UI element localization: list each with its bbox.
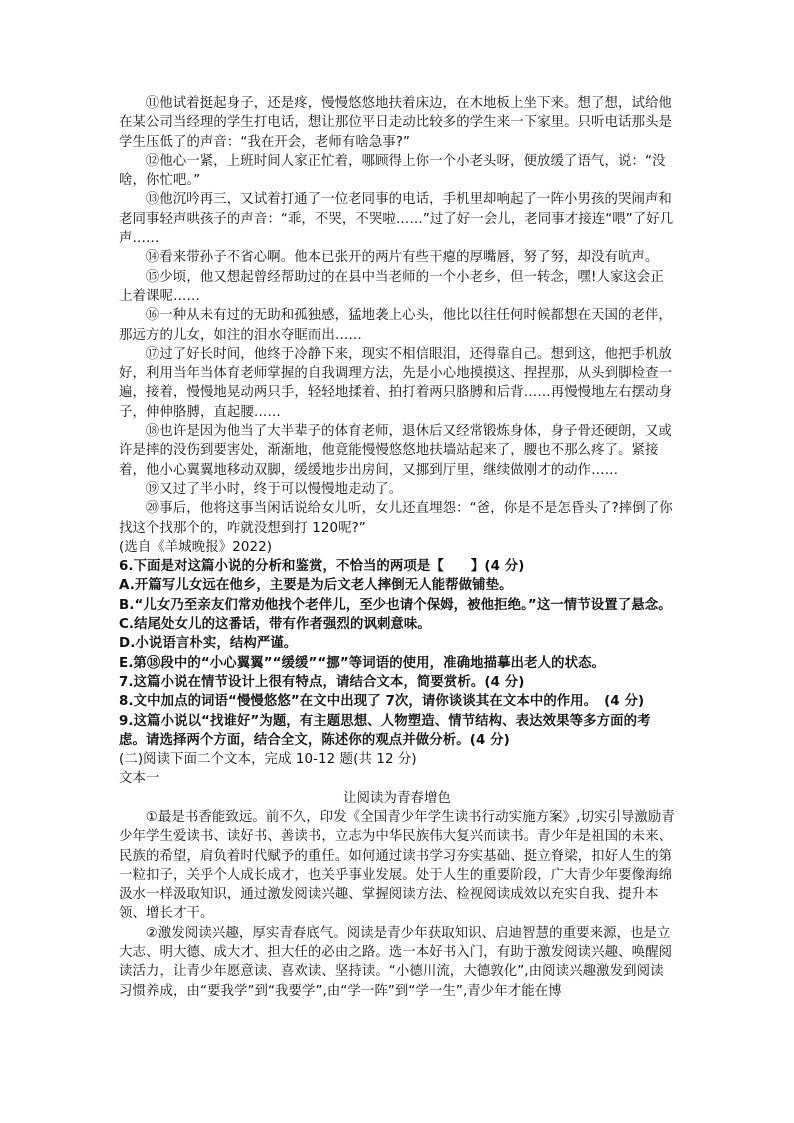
story-paragraph-17: ⑰过了好长时间，他终于冷静下来，现实不相信眼泪，还得靠自己。想到这，他把手机放好，利用当年当体育老师掌握的自我调理方法，先是小心地摸摸这、捏捏那，从头到脚检查一遍，接着，慢慢地晃动两只手，轻轻地揉着、拍打着两只胳膊和后背……再慢慢地左右摆动身子，伸伸胳膊，直起腰…… xyxy=(119,346,673,420)
question-6-option-a: A.开篇写儿女远在他乡，主要是为后文老人摔倒无人能帮做铺垫。 xyxy=(119,578,513,594)
question-6-option-e: E.第⑱段中的“小心翼翼”“缓缓”“挪”等词语的使用，准确地描摹出老人的状态。 xyxy=(119,655,606,671)
story-paragraph-16: ⑯一种从未有过的无助和孤独感，猛地袭上心头，他比以往任何时候都想在天国的老伴，那远方的儿女，如注的泪水夺眶而出…… xyxy=(119,308,672,343)
question-6-option-b: B.“儿女乃至亲友们常劝他找个老伴儿，至少也请个保姆，被他拒绝。”这一情节设置了悬念。 xyxy=(119,597,672,613)
question-6-option-d: D.小说语言朴实，结构严谨。 xyxy=(119,636,298,652)
article-title: 让阅读为青春增色 xyxy=(343,790,451,806)
story-paragraph-15: ⑮少顷，他又想起曾经帮助过的在县中当老师的一个小老乡，但一转念，嘿!人家这会正上着课呢…… xyxy=(119,269,664,304)
document-page xyxy=(119,94,675,1001)
story-paragraph-12: ⑫他心一紧，上班时间人家正忙着，哪顾得上你一个小老头呀，便放缓了语气，说：“没啥，你忙吧。” xyxy=(119,153,666,189)
article-paragraph-2: ②激发阅读兴趣，厚实青春底气。阅读是青少年获取知识、启迪智慧的重要来源，也是立大志、明大德、成大才、担大任的必由之路。选一本好书入门，有助于激发阅读兴趣、唤醒阅读活力，让青少年愿意读、喜欢读、坚持读。“小德川流，大德敦化”,由阅读兴趣激发到阅读习惯养成，由“要我学”到“我要学”,由“学一阵”到“学一生”,青少年才能在博 xyxy=(119,925,673,999)
article-paragraph-1: ①最是书香能致远。前不久，印发《全国青少年学生读书行动实施方案》,切实引导激励青少年学生爱读书、读好书、善读书，立志为中华民族伟大复兴而读书。青少年是祖国的未来、民族的希望，肩负着时代赋予的重任。如何通过读书学习夯实基础、挺立脊梁，扣好人生的第一粒扣子，关乎个人成长成才，也关乎事业发展。处于人生的重要阶段，广大青少年要像海绵汲水一样汲取知识，通过激发阅读兴趣、掌握阅读方法、检视阅读成效以充实自我、提升本领、增长才干。 xyxy=(119,809,675,922)
text-label: 文本一 xyxy=(119,771,160,787)
question-8: 8.文中加点的词语“慢慢悠悠”在文中出现了 7次，请你谈谈其在文本中的作用。 (4 分) xyxy=(119,694,645,710)
question-6-option-c: C.结尾处女儿的这番话，带有作者强烈的讽刺意味。 xyxy=(119,617,431,633)
story-paragraph-20: ⑳事后，他将这事当闲话说给女儿听，女儿还直埋怨：“爸，你是不是怎昏头了?摔倒了你找这个找那个的，咋就没想到打 120呢?” xyxy=(119,501,673,536)
story-paragraph-19: ⑲又过了半小时，终于可以慢慢地走动了。 xyxy=(145,481,403,497)
question-7: 7.这篇小说在情节设计上很有特点，请结合文本，简要赏析。(4 分) xyxy=(119,674,525,690)
story-paragraph-13: ⑬他沉吟再三，又试着打通了一位老同事的电话，手机里却响起了一阵小男孩的哭闹声和老同事轻声哄孩子的声音：“乖，不哭，不哭啦……”过了好一会儿，老同事才接连“喂”了好几声…… xyxy=(119,192,674,247)
story-paragraph-18: ⑱也许是因为他当了大半辈子的体育老师，退休后又经常锻炼身体，身子骨还硬朗，又或许是摔的没伤到要害处，渐渐地，他竟能慢慢悠悠地扶墙站起来了，腰也不那么疼了。紧接着，他小心翼翼地移动双脚，缓缓地步出房间，又挪到厅里，继续做刚才的动作…… xyxy=(119,424,672,478)
question-9: 9.这篇小说以“找谁好”为题，有主题思想、人物塑造、情节结构、表达效果等多方面的考虑。请选择两个方面，结合全文，陈述你的观点并做分析。(4 分) xyxy=(119,713,651,748)
story-source: (选自《羊城晚报》2022) xyxy=(119,539,273,555)
question-6: 6.下面是对这篇小说的分析和鉴赏，不恰当的两项是【 】(4 分) xyxy=(119,559,525,575)
story-paragraph-11: ⑪他试着挺起身子，还是疼，慢慢悠悠地扶着床边，在木地板上坐下来。想了想，试给他在某公司当经理的学生打电话，想让那位平日走动比较多的学生来一下家里。只听电话那头是学生压低了的声音：“我在开会，老师有啥急事?” xyxy=(119,96,673,150)
section-heading: (二)阅读下面二个文本，完成 10-12 题(共 12 分) xyxy=(119,752,417,768)
story-paragraph-14: ⑭看来带孙子不省心啊。他本已张开的两片有些干瘪的厚嘴唇，努了努，却没有吭声。 xyxy=(145,250,659,266)
